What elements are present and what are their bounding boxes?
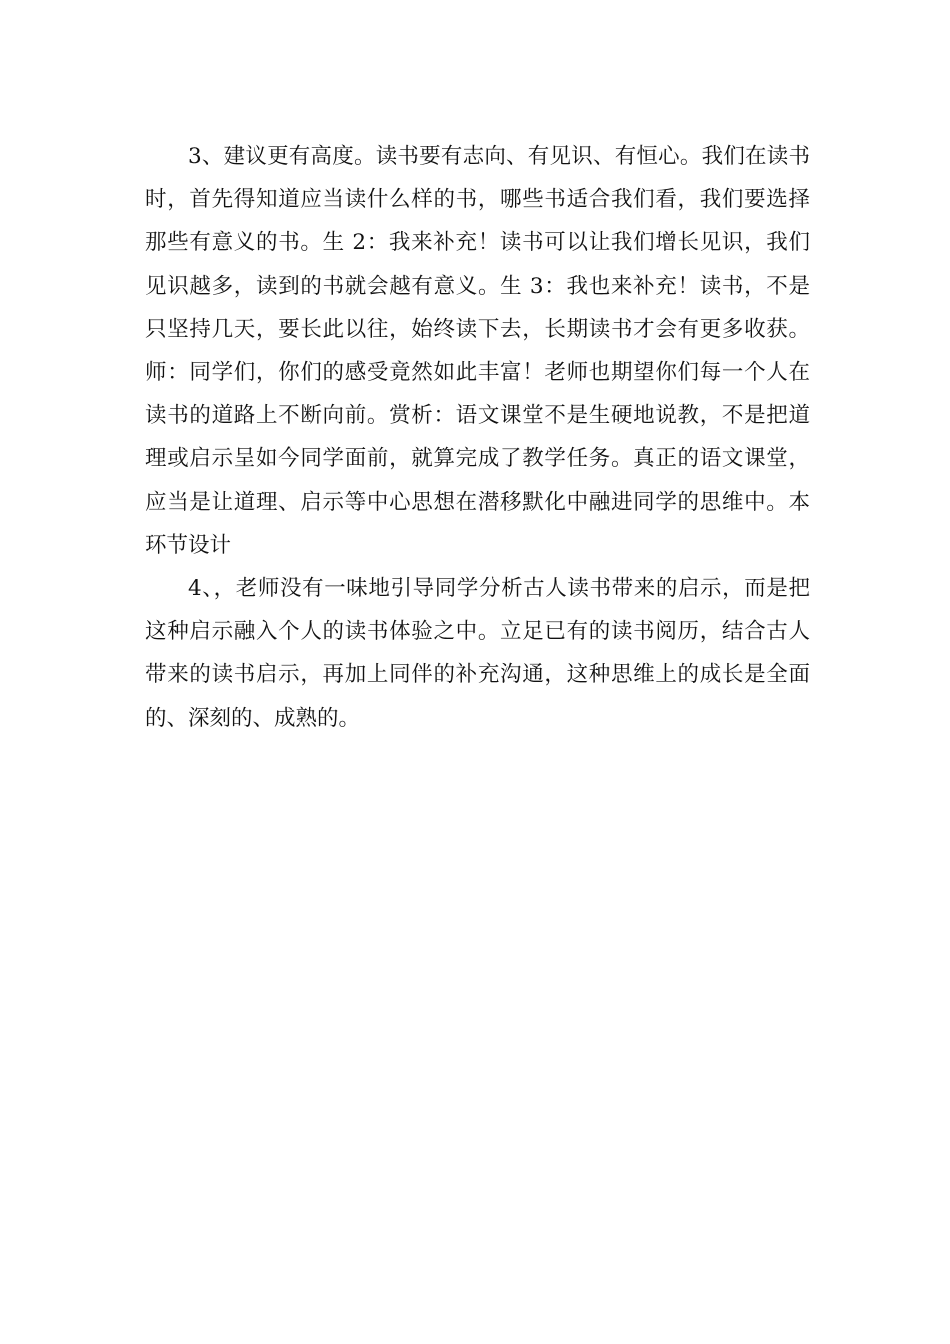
paragraph-2: 4、，老师没有一味地引导同学分析古人读书带来的启示，而是把这种启示融入个人的读书体验之中。立足已有的读书阅历，结合古人带来的读书启示，再加上同伴的补充沟通，这种思维上的成长是全面的、深刻的、成熟的。	[145, 576, 810, 731]
paragraph-1: 3、建议更有高度。读书要有志向、有见识、有恒心。我们在读书时，首先得知道应当读什么样的书，哪些书适合我们看，我们要选择那些有意义的书。生 2：我来补充！读书可以让我们增长见识，我们见识越多，读到的书就会越有意义。生 3：我也来补充！读书，不是只坚持几天，要长此以往，始终读下去，长期读书才会有更多收获。师：同学们，你们的感受竟然如此丰富！老师也期望你们每一个人在读书的道路上不断向前。赏析：语文课堂不是生硬地说教，不是把道理或启示呈如今同学面前，就算完成了教学任务。真正的语文课堂，应当是让道理、启示等中心思想在潜移默化中融进同学的思维中。本环节设计	[145, 144, 810, 558]
document-body	[145, 135, 810, 740]
